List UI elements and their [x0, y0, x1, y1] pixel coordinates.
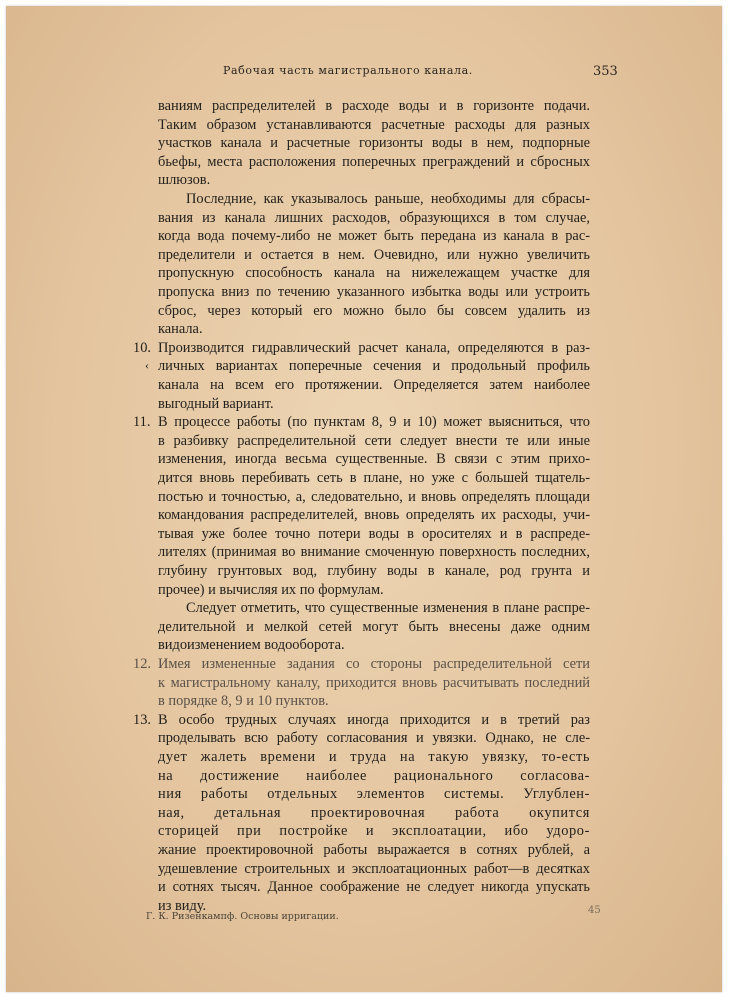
text-line: Таким образом устанавливаются расчетные расходы для разных	[158, 116, 590, 133]
margin-mark: ‹	[145, 358, 149, 373]
text-line: пропускную способность канала на нижележащем участке для	[158, 265, 590, 282]
text-line: ния работы отдельных элементов системы. Углублен-	[158, 786, 590, 803]
text-line: жание проектировочной работы выражается в сотнях рублей, а	[158, 842, 590, 858]
text-line: в разбивку распределительной сети следует внести те или иные	[158, 432, 590, 449]
item-number-10: 10.	[133, 339, 151, 356]
text-line: сброс, через который его можно было бы совсем удалить из	[158, 302, 590, 319]
text-line: к магистральному каналу, приходится вновь расчитывать последний	[158, 674, 590, 691]
item-number-13: 13.	[133, 711, 151, 728]
text-line: постью и точностью, а, следовательно, и вновь определять площади	[158, 488, 590, 505]
text-line: Производится гидравлический расчет канала, определяются в раз-	[158, 339, 590, 356]
text-line: личных вариантах поперечные сечения и продольный профиль	[158, 358, 590, 375]
text-line: ваниям распределителей в расходе воды и в горизонте подачи.	[158, 98, 590, 114]
text-line: лителях (принимая во внимание смоченную поверхность последних,	[158, 544, 590, 561]
text-line: в порядке 8, 9 и 10 пунктов.	[158, 693, 329, 710]
item-number-11: 11.	[133, 414, 151, 431]
text-line: В особо трудных случаях иногда приходится и в третий раз	[158, 711, 590, 728]
text-line: канала на всем его протяжении. Определяется затем наиболее	[158, 377, 590, 393]
text-line: командования распределителей, вновь определять их расходы, учи-	[158, 507, 590, 524]
text-line: проделывать всю работу согласования и увязки. Однако, не сле-	[158, 730, 590, 747]
text-line: на достижение наиболее рационального согласова-	[158, 767, 590, 784]
item-number-12: 12.	[133, 656, 151, 672]
text-line: Следует отметить, что существенные изменения в плане распре-	[186, 600, 590, 617]
text-line: сторицей при постройке и эксплоатации, ибо удоро-	[158, 823, 590, 840]
text-line: шлюзов.	[158, 172, 211, 189]
text-line: бьефы, места расположения поперечных преграждений и сбросных	[158, 153, 590, 170]
running-header: Рабочая часть магистрального канала.	[223, 64, 473, 77]
text-line: делительной и мелкой сетей могут быть внесены даже одним	[158, 618, 590, 635]
text-line: дится вновь перебивать сеть в плане, но уже с большей тщатель-	[158, 470, 590, 486]
text-line: из виду.	[158, 897, 207, 914]
text-line: глубину грунтовых вод, глубину воды в канале, род грунта и	[158, 563, 590, 579]
text-line: изменения, иногда весьма существенные. В связи с этим прихо-	[158, 451, 590, 468]
text-line: дует жалеть времени и труда на такую увязку, то-есть	[158, 749, 590, 765]
text-line: Последние, как указывалось раньше, необходимы для сбрасы-	[186, 191, 590, 207]
footer-signature: 45	[588, 905, 601, 916]
footer-author-title: Г. К. Ризенкампф. Основы ирригации.	[146, 911, 339, 922]
text-line: канала.	[158, 321, 203, 338]
text-line: вания из канала лишних расходов, образующихся в том случае,	[158, 209, 590, 226]
text-line: В процессе работы (по пунктам 8, 9 и 10) может выясниться, что	[158, 414, 590, 431]
page-number: 353	[593, 64, 618, 79]
text-line: и сотнях тысяч. Данное соображение не следует никогда упускать	[158, 879, 590, 896]
text-line: ная, детальная проектировочная работа окупится	[158, 804, 590, 821]
text-line: пропуска вниз по течению указанного избытка воды или устроить	[158, 284, 590, 300]
text-line: удешевление строительных и эксплоатационных работ—в десятках	[158, 860, 590, 877]
text-line: выгодный вариант.	[158, 395, 274, 412]
text-line: участков канала и расчетные горизонты воды в нем, подпорные	[158, 135, 590, 152]
text-line: видоизменением водооборота.	[158, 637, 345, 654]
text-line: когда вода почему-либо не может быть передана из канала в рас-	[158, 228, 590, 245]
text-line: прочее) и вычисляя их по формулам.	[158, 581, 384, 598]
text-line: Имея измененные задания со стороны распределительной сети	[158, 656, 590, 672]
text-line: пределители и остается в нем. Очевидно, или нужно увеличить	[158, 246, 590, 263]
text-line: тывая уже более точно потери воды в оросителях и в распреде-	[158, 525, 590, 542]
